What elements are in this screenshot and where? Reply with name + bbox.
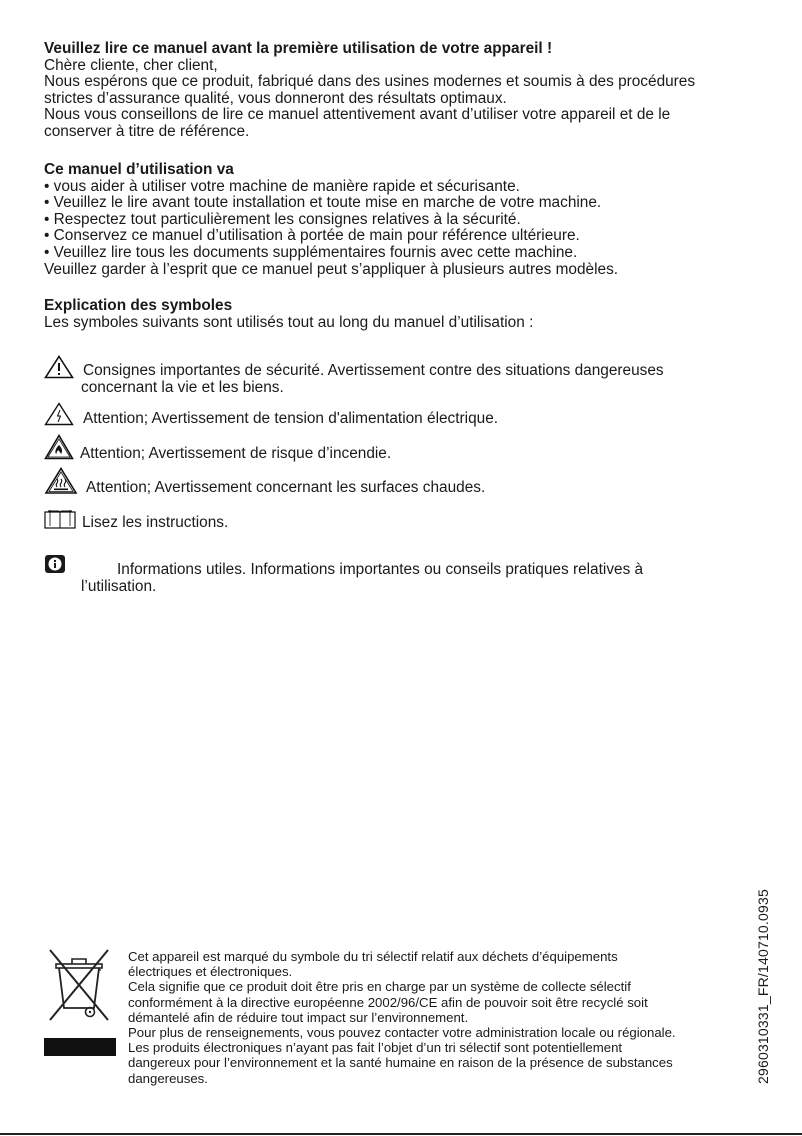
manual-note: Veuillez garder à l’esprit que ce manuel peut s’appliquer à plusieurs autres modèles. xyxy=(44,260,619,278)
symbol-text: Lisez les instructions. xyxy=(82,514,229,531)
symbols-intro: Les symboles suivants sont utilisés tout au long du manuel d’utilisation : xyxy=(44,313,534,331)
fire-hazard-icon xyxy=(44,434,74,460)
hot-surface-icon xyxy=(44,467,78,495)
symbol-text: Attention; Avertissement concernant les surfaces chaudes. xyxy=(86,479,486,496)
symbol-text: Attention; Avertissement de risque d’incendie. xyxy=(80,445,392,462)
bottom-rule xyxy=(0,1133,802,1135)
symbols-section xyxy=(44,298,764,331)
intro-section xyxy=(44,41,764,141)
manual-bullet: • vous aider à utiliser votre machine de manière rapide et sécurisante. xyxy=(44,177,520,195)
weee-line: conformément à la directive européenne 2002/96/CE afin de pouvoir soit être recyclé soit xyxy=(128,994,648,1010)
symbol-text: Attention; Avertissement de tension d'alimentation électrique. xyxy=(83,410,499,427)
manual-bullet: • Conservez ce manuel d’utilisation à portée de main pour référence ultérieure. xyxy=(44,227,580,245)
weee-line: Les produits électroniques n’ayant pas fait l’objet d’un tri sélectif sont potentiellement xyxy=(128,1040,623,1056)
symbol-text: Informations utiles. Informations importantes ou conseils pratiques relatives à xyxy=(117,561,644,578)
weee-notice xyxy=(128,949,748,1086)
symbols-heading: Explication des symboles xyxy=(44,297,233,314)
read-instructions-icon xyxy=(44,508,76,530)
intro-line: Chère cliente, cher client, xyxy=(44,56,218,74)
symbol-text-cont: concernant la vie et les biens. xyxy=(81,379,284,396)
intro-heading: Veuillez lire ce manuel avant la première utilisation de votre appareil ! xyxy=(44,40,553,57)
info-icon xyxy=(44,554,66,574)
weee-line: dangereuses. xyxy=(128,1070,208,1086)
intro-line: Nous vous conseillons de lire ce manuel attentivement avant d’utiliser votre appareil et de le xyxy=(44,106,671,124)
weee-line: électriques et électroniques. xyxy=(128,964,293,980)
document-code: 2960310331_FR/140710.0935 xyxy=(755,889,771,1084)
warning-triangle-icon xyxy=(44,355,74,379)
weee-line: Cela signifie que ce produit doit être pris en charge par un système de collecte sélectif xyxy=(128,979,631,995)
weee-line: Cet appareil est marqué du symbole du tri sélectif relatif aux déchets d’équipements xyxy=(128,949,618,964)
manual-heading: Ce manuel d’utilisation va xyxy=(44,161,234,178)
intro-line: Nous espérons que ce produit, fabriqué dans des usines modernes et soumis à des procédures xyxy=(44,73,696,91)
manual-bullet: • Veuillez lire tous les documents supplémentaires fournis avec cette machine. xyxy=(44,243,578,261)
symbol-text: Consignes importantes de sécurité. Avertissement contre des situations dangereuses xyxy=(83,362,664,379)
manual-bullet: • Respectez tout particulièrement les consignes relatives à la sécurité. xyxy=(44,210,521,228)
symbol-text-cont: l’utilisation. xyxy=(81,578,157,595)
manual-bullet: • Veuillez le lire avant toute installation et toute mise en marche de votre machine. xyxy=(44,194,602,212)
weee-line: démantelé afin de réduire tout impact sur l’environnement. xyxy=(128,1009,469,1025)
intro-line: conserver à titre de référence. xyxy=(44,122,250,140)
intro-line: strictes d’assurance qualité, vous donneront des résultats optimaux. xyxy=(44,89,507,107)
electric-shock-icon xyxy=(44,402,74,426)
manual-section xyxy=(44,162,764,278)
weee-line: dangereux pour l’environnement et la santé humaine en raison de la présence de substances xyxy=(128,1055,673,1071)
weee-line: Pour plus de renseignements, vous pouvez contacter votre administration locale ou régionale. xyxy=(128,1025,676,1041)
